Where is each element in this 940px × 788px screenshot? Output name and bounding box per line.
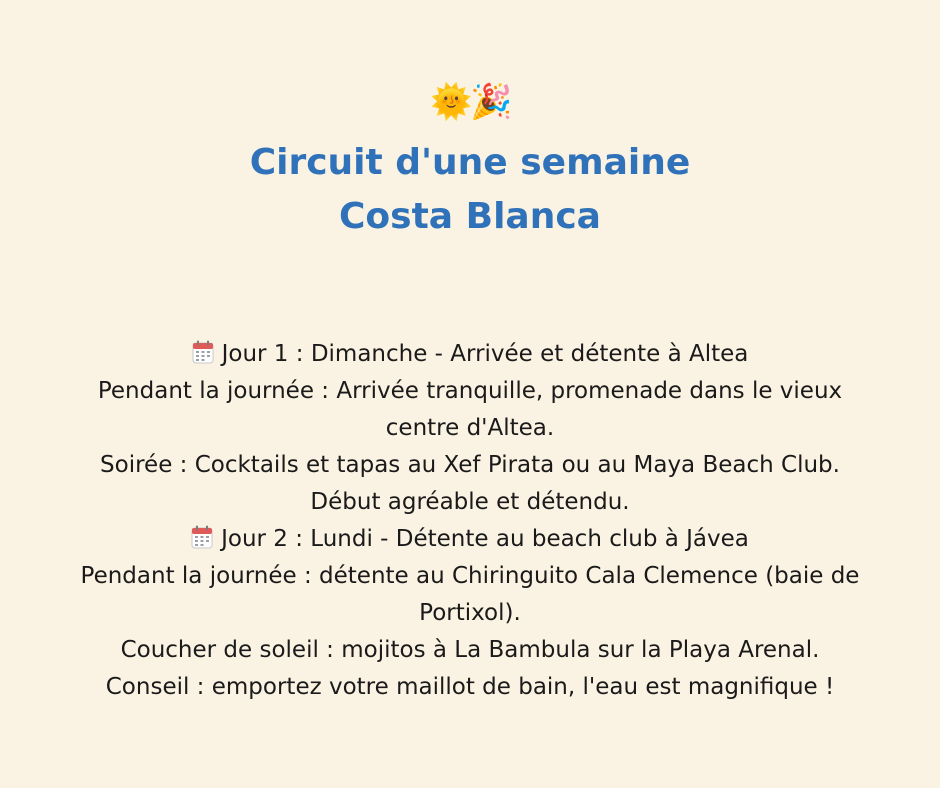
sun-face-icon: 🌞: [430, 82, 473, 122]
itinerary-line: Conseil : emportez votre maillot de bain, l'eau est magnifique !: [105, 674, 835, 700]
title-line-1: Circuit d'une semaine: [249, 142, 691, 183]
header-emojis: [0, 82, 940, 124]
itinerary-line: Pendant la journée : détente au Chiringuito Cala Clemence (baie de: [80, 563, 860, 589]
title-line-2: Costa Blanca: [339, 196, 601, 237]
itinerary-line: Soirée : Cocktails et tapas au Xef Pirata ou au Maya Beach Club.: [100, 452, 840, 478]
itinerary-line: Coucher de soleil : mojitos à La Bambula sur la Playa Arenal.: [120, 637, 820, 663]
calendar-icon: [191, 525, 213, 549]
itinerary-line: Portixol).: [419, 600, 521, 626]
calendar-icon: [192, 340, 214, 364]
day-2-heading: [0, 521, 940, 558]
itinerary-line: Pendant la journée : Arrivée tranquille, promenade dans le vieux: [97, 378, 843, 404]
day-heading-text: Jour 2 : Lundi - Détente au beach club à Jávea: [221, 526, 749, 552]
itinerary: [0, 336, 940, 706]
party-popper-icon: 🎉: [470, 82, 513, 122]
itinerary-line: centre d'Altea.: [385, 415, 555, 441]
itinerary-line: Début agréable et détendu.: [310, 489, 630, 515]
day-1-heading: [0, 336, 940, 373]
page-title: [0, 136, 940, 244]
day-heading-text: Jour 1 : Dimanche - Arrivée et détente à Altea: [221, 341, 749, 367]
